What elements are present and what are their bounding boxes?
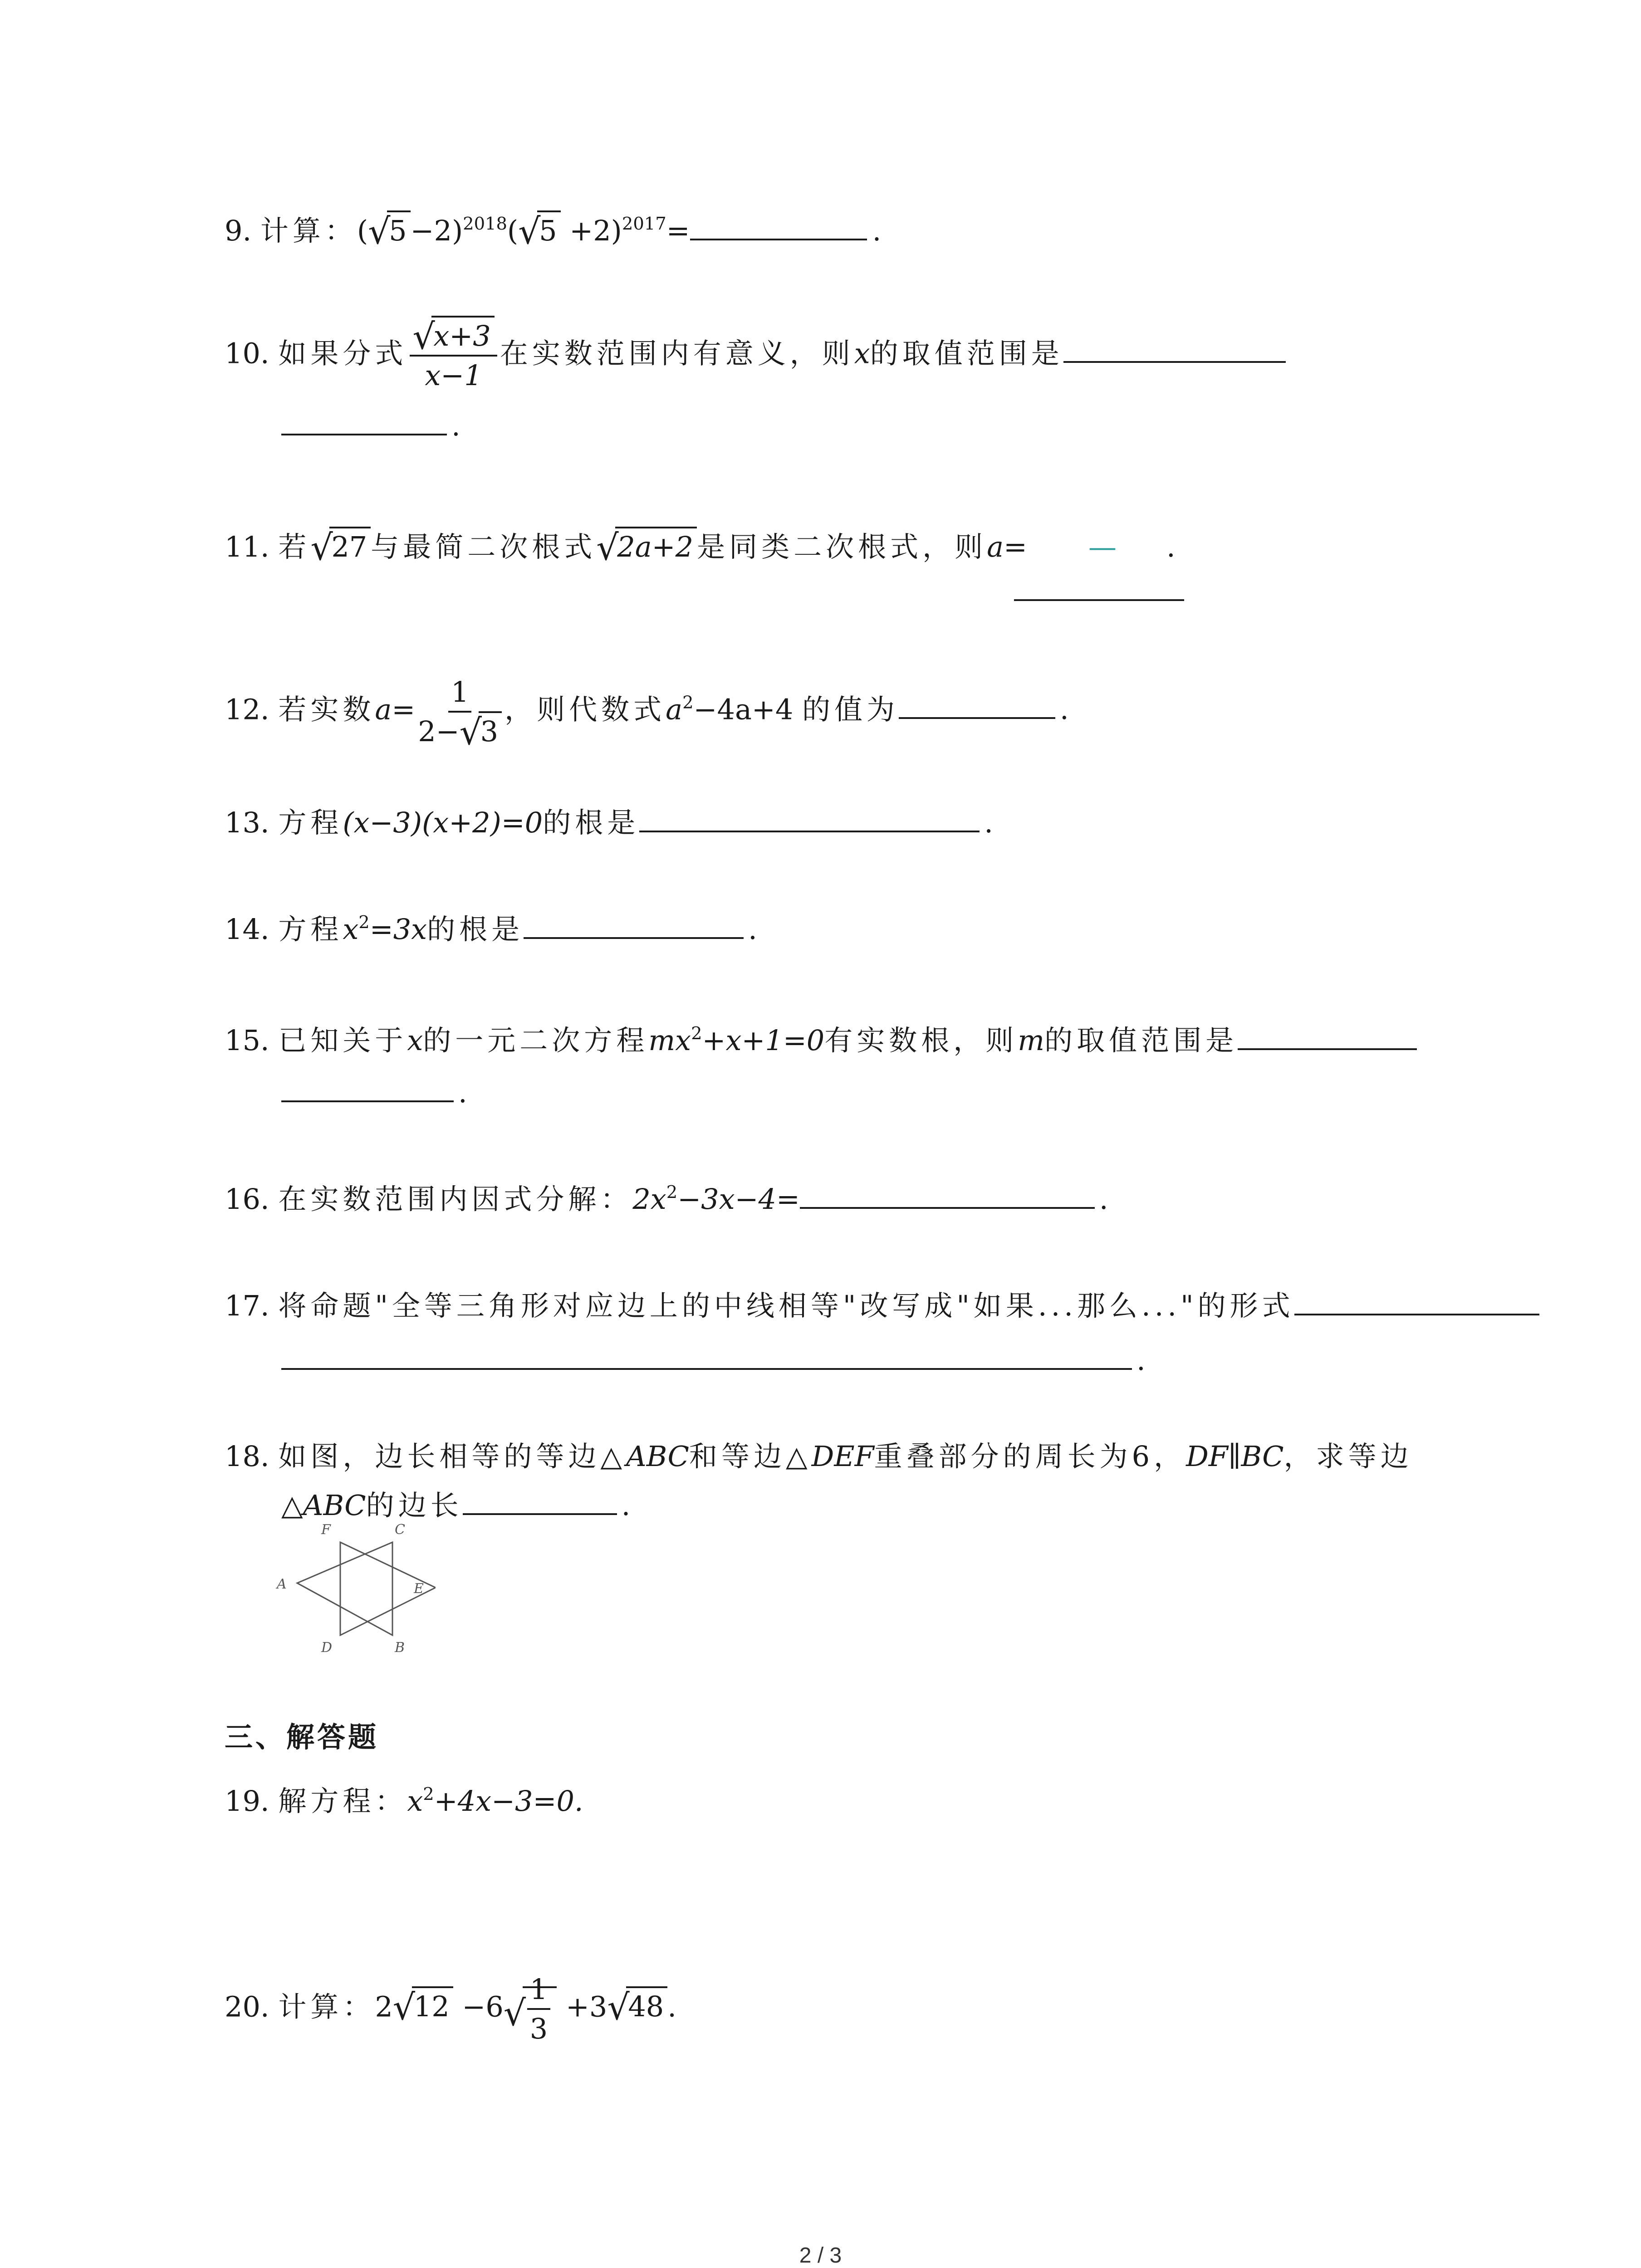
question-15-line-2 bbox=[281, 1075, 467, 1109]
q20-coef-1: 2 bbox=[375, 1990, 393, 2024]
q12-text-b: ，则代数式 bbox=[505, 693, 666, 726]
q18-bc: BC bbox=[1241, 1440, 1284, 1473]
q14-expr-b: =3x bbox=[369, 912, 427, 946]
label-C: C bbox=[395, 1522, 405, 1538]
q14-text-a: 方程 bbox=[278, 912, 343, 946]
q20-fraction: $\frac{1}{3}$ bbox=[527, 1973, 550, 2045]
answer-blank-12[interactable] bbox=[899, 692, 1055, 719]
q18-df: DF bbox=[1186, 1440, 1228, 1473]
q18-text-e: 的边长 bbox=[366, 1488, 463, 1522]
q9-period: . bbox=[872, 214, 882, 247]
q9-text: 计算： bbox=[260, 214, 357, 247]
q9-paren-2: ( bbox=[507, 214, 519, 247]
q16-label: 16. bbox=[225, 1182, 279, 1216]
q20-text: 计算： bbox=[278, 1990, 375, 2024]
answer-blank-15a[interactable] bbox=[1238, 1023, 1417, 1050]
q16-exponent: 2 bbox=[666, 1182, 678, 1202]
label-A: A bbox=[277, 1576, 287, 1592]
answer-blank-16[interactable] bbox=[800, 1182, 1095, 1209]
answer-blank-10b[interactable] bbox=[281, 408, 447, 435]
q9-plus-two: +2) bbox=[560, 214, 622, 247]
q15-expr-a: mx bbox=[648, 1023, 691, 1057]
question-10-line-2 bbox=[281, 408, 460, 442]
answer-blank-18[interactable] bbox=[463, 1488, 617, 1515]
q12-text-a: 若实数 bbox=[278, 693, 375, 726]
label-E: E bbox=[414, 1581, 424, 1597]
question-17-line-2 bbox=[281, 1343, 1146, 1376]
q19-label: 19. bbox=[225, 1784, 279, 1818]
q10-fraction bbox=[410, 316, 497, 392]
question-11-line-2 bbox=[1014, 574, 1184, 607]
triangles-figure bbox=[272, 1515, 436, 1660]
question-13 bbox=[225, 805, 993, 839]
q9-exponent-1: 2018 bbox=[463, 213, 507, 234]
q18-text-d: ，求等边 bbox=[1283, 1440, 1413, 1473]
q13-text-a: 方程 bbox=[278, 806, 343, 839]
q16-period: . bbox=[1099, 1182, 1108, 1216]
answer-blank-11[interactable] bbox=[1014, 574, 1184, 601]
q18-parallel: ∥ bbox=[1228, 1440, 1241, 1473]
q19-expr-a: x bbox=[407, 1784, 423, 1818]
answer-blank-17b[interactable] bbox=[281, 1343, 1132, 1370]
q11-label: 11. bbox=[225, 530, 279, 563]
answer-blank-9[interactable] bbox=[690, 213, 867, 240]
question-14 bbox=[225, 912, 757, 945]
q20-radical-3: √ 48 bbox=[607, 1990, 667, 2023]
q15-text-a: 已知关于 bbox=[278, 1023, 407, 1057]
question-17 bbox=[225, 1288, 1539, 1322]
q20-period: . bbox=[667, 1990, 676, 2024]
q9-paren: ( bbox=[357, 214, 368, 247]
q12-exponent: 2 bbox=[682, 692, 694, 713]
answer-blank-13[interactable] bbox=[639, 805, 980, 832]
question-10 bbox=[225, 316, 1286, 392]
q11-equals: = bbox=[1004, 530, 1027, 563]
q15-text-b: 的一元二次方程 bbox=[423, 1023, 649, 1057]
q11-text-c: 是同类二次根式，则 bbox=[697, 530, 987, 563]
q10-period: . bbox=[451, 409, 460, 442]
q16-expr-b: −3x−4= bbox=[677, 1182, 800, 1216]
answer-blank-10a[interactable] bbox=[1063, 336, 1286, 363]
q15-variable-m: m bbox=[1018, 1023, 1045, 1057]
q20-radical-2: √ $\frac{1}{3}$ bbox=[504, 1973, 557, 2045]
q10-radical: √ x+3 bbox=[412, 320, 494, 352]
q18-def: DEF bbox=[811, 1440, 874, 1473]
q9-exponent-2: 2017 bbox=[622, 213, 666, 234]
question-11 bbox=[225, 527, 1176, 568]
q15-variable: x bbox=[407, 1023, 423, 1057]
q12-expr-b: −4a+4 bbox=[693, 693, 803, 726]
q18-period: . bbox=[621, 1488, 631, 1522]
q15-exponent: 2 bbox=[691, 1023, 702, 1044]
q11-text-b: 与最简二次根式 bbox=[371, 530, 597, 563]
question-15 bbox=[225, 1023, 1417, 1056]
q14-text-b: 的根是 bbox=[427, 912, 524, 946]
q12-period: . bbox=[1060, 693, 1069, 726]
q15-expr-b: +x+1=0 bbox=[702, 1023, 825, 1057]
q9-minus-two: −2) bbox=[410, 214, 463, 247]
q10-variable: x bbox=[854, 337, 870, 370]
q19-exponent: 2 bbox=[423, 1784, 434, 1805]
q11-radical-2: √ 2a+2 bbox=[596, 531, 697, 563]
q20-coef-2: −6 bbox=[453, 1990, 504, 2024]
q10-label: 10. bbox=[225, 337, 279, 370]
q10-text-c: 的取值范围是 bbox=[870, 337, 1063, 370]
q11-period: . bbox=[1166, 530, 1176, 563]
q18-text-b: 和等边△ bbox=[689, 1440, 812, 1473]
q11-radical-1: √ 27 bbox=[310, 531, 371, 563]
q10-text-b: 在实数范围内有意义，则 bbox=[500, 337, 854, 370]
q18-abc: ABC bbox=[626, 1440, 689, 1473]
q11-dash: — bbox=[1088, 530, 1117, 563]
q15-period: . bbox=[458, 1075, 467, 1109]
q14-period: . bbox=[748, 912, 757, 946]
page-number: 2 / 3 bbox=[799, 2244, 842, 2268]
question-19 bbox=[225, 1785, 583, 1817]
q18-label: 18. bbox=[225, 1440, 279, 1473]
q17-label: 17. bbox=[225, 1289, 279, 1322]
q18-triangle-symbol: △ bbox=[281, 1488, 303, 1522]
q12-label: 12. bbox=[225, 693, 279, 726]
question-16 bbox=[225, 1182, 1108, 1215]
question-18 bbox=[225, 1440, 1413, 1472]
q20-label: 20. bbox=[225, 1990, 279, 2024]
q12-text-c: 的值为 bbox=[802, 693, 899, 726]
q17-text: 将命题"全等三角形对应边上的中线相等"改写成"如果...那么..."的形式 bbox=[278, 1289, 1294, 1322]
q14-label: 14. bbox=[225, 912, 279, 946]
question-20 bbox=[225, 1973, 676, 2045]
q13-text-b: 的根是 bbox=[543, 806, 640, 839]
q9-radical-2: √ 5 bbox=[518, 215, 560, 247]
q20-radical-1: √ 12 bbox=[393, 1990, 453, 2023]
q12-fraction bbox=[418, 675, 502, 753]
q15-text-d: 的取值范围是 bbox=[1044, 1023, 1238, 1057]
q12-expr-a: a bbox=[666, 693, 683, 726]
q12-numerator: 1 bbox=[448, 676, 471, 713]
answer-blank-14[interactable] bbox=[524, 912, 744, 939]
question-9 bbox=[225, 211, 882, 252]
q12-equals: = bbox=[392, 693, 416, 726]
q20-coef-3: +3 bbox=[557, 1990, 607, 2024]
q17-period: . bbox=[1136, 1343, 1146, 1377]
answer-blank-15b[interactable] bbox=[281, 1075, 454, 1102]
q11-text-a: 若 bbox=[278, 530, 311, 563]
triangle-abc bbox=[297, 1542, 392, 1635]
question-12 bbox=[225, 675, 1069, 753]
q10-denominator: x−1 bbox=[425, 359, 482, 392]
q19-expr-b: +4x−3=0. bbox=[434, 1784, 583, 1818]
q19-text: 解方程： bbox=[278, 1784, 407, 1818]
section-title: 三、解答题 bbox=[225, 1721, 379, 1754]
q12-denominator: 2− √ 3 bbox=[418, 713, 502, 748]
q18-abc-2: ABC bbox=[303, 1488, 366, 1522]
q13-equation: (x−3)(x+2)=0 bbox=[343, 806, 543, 839]
q11-variable: a bbox=[987, 530, 1004, 563]
q10-text-a: 如果分式 bbox=[278, 337, 407, 370]
q9-label: 9. bbox=[225, 214, 260, 247]
q16-expr-a: 2x bbox=[632, 1182, 666, 1216]
q14-exponent: 2 bbox=[358, 912, 370, 933]
q12-variable: a bbox=[375, 693, 392, 726]
q13-label: 13. bbox=[225, 806, 279, 839]
label-B: B bbox=[395, 1640, 405, 1656]
q13-period: . bbox=[984, 806, 993, 839]
label-D: D bbox=[321, 1640, 333, 1656]
q18-text-a: 如图，边长相等的等边△ bbox=[278, 1440, 626, 1473]
q9-equals: = bbox=[666, 214, 690, 247]
q18-text-c: 重叠部分的周长为6， bbox=[874, 1440, 1186, 1473]
q14-expr-a: x bbox=[343, 912, 359, 946]
answer-blank-17a[interactable] bbox=[1294, 1288, 1539, 1315]
q9-radical-1: √ 5 bbox=[368, 215, 410, 247]
q15-label: 15. bbox=[225, 1023, 279, 1057]
q16-text-a: 在实数范围内因式分解： bbox=[278, 1182, 633, 1216]
label-F: F bbox=[321, 1522, 331, 1538]
q15-text-c: 有实数根，则 bbox=[824, 1023, 1018, 1057]
